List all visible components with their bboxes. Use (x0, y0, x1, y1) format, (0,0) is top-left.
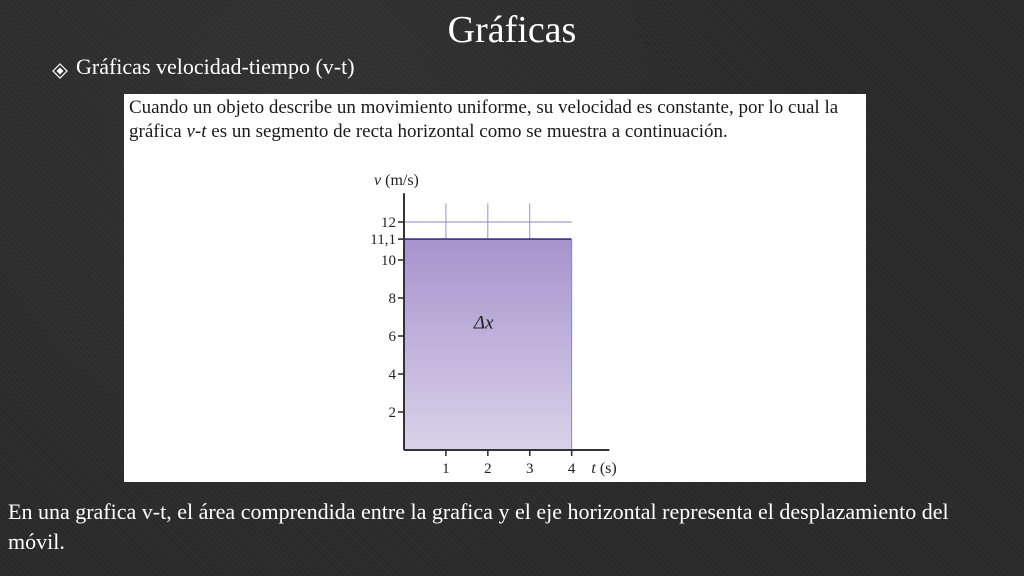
y-axis-var: v (374, 172, 382, 190)
y-axis-label (374, 172, 419, 189)
caption-part-2: es un segmento de recta horizontal como se muestra a continuación. (206, 121, 728, 142)
diamond-bullet-icon (52, 59, 68, 75)
slide-title: Gráficas (447, 9, 577, 51)
x-tick-label-4: 4 (567, 461, 576, 477)
area-delta-x (404, 239, 572, 450)
vt-chart (124, 94, 866, 482)
y-tick-label-10: 10 (381, 253, 396, 269)
y-tick-label-6: 6 (388, 329, 396, 345)
y-axis-unit: (m/s) (381, 172, 419, 190)
y-tick-label-special: 11,1 (370, 232, 396, 249)
x-tick-label-3: 3 (526, 461, 534, 477)
y-tick-label-2: 2 (388, 405, 396, 421)
figure-box (124, 94, 866, 482)
y-tick-label-12: 12 (381, 215, 396, 231)
y-tick-label-4: 4 (388, 367, 396, 383)
bullet-item (52, 52, 355, 82)
bullet-text: Gráficas velocidad-tiempo (v-t) (76, 54, 355, 79)
x-axis-var: t (591, 460, 596, 477)
x-axis-unit: (s) (595, 460, 617, 477)
x-axis-label (591, 460, 616, 477)
caption-italic-vt: v-t (186, 121, 207, 142)
caption-part-1: Cuando un objeto describe un movimiento uniforme, su velocidad es constante, por lo cual la gráfica (129, 97, 839, 142)
bottom-text: En una grafica v-t, el área comprendida entre la grafica y el eje horizontal representa el desplazamiento del móvil. (8, 499, 949, 554)
y-tick-label-8: 8 (388, 291, 396, 307)
area-label: Δx (473, 312, 494, 334)
x-tick-label-2: 2 (484, 461, 492, 477)
x-tick-label-1: 1 (442, 461, 450, 477)
